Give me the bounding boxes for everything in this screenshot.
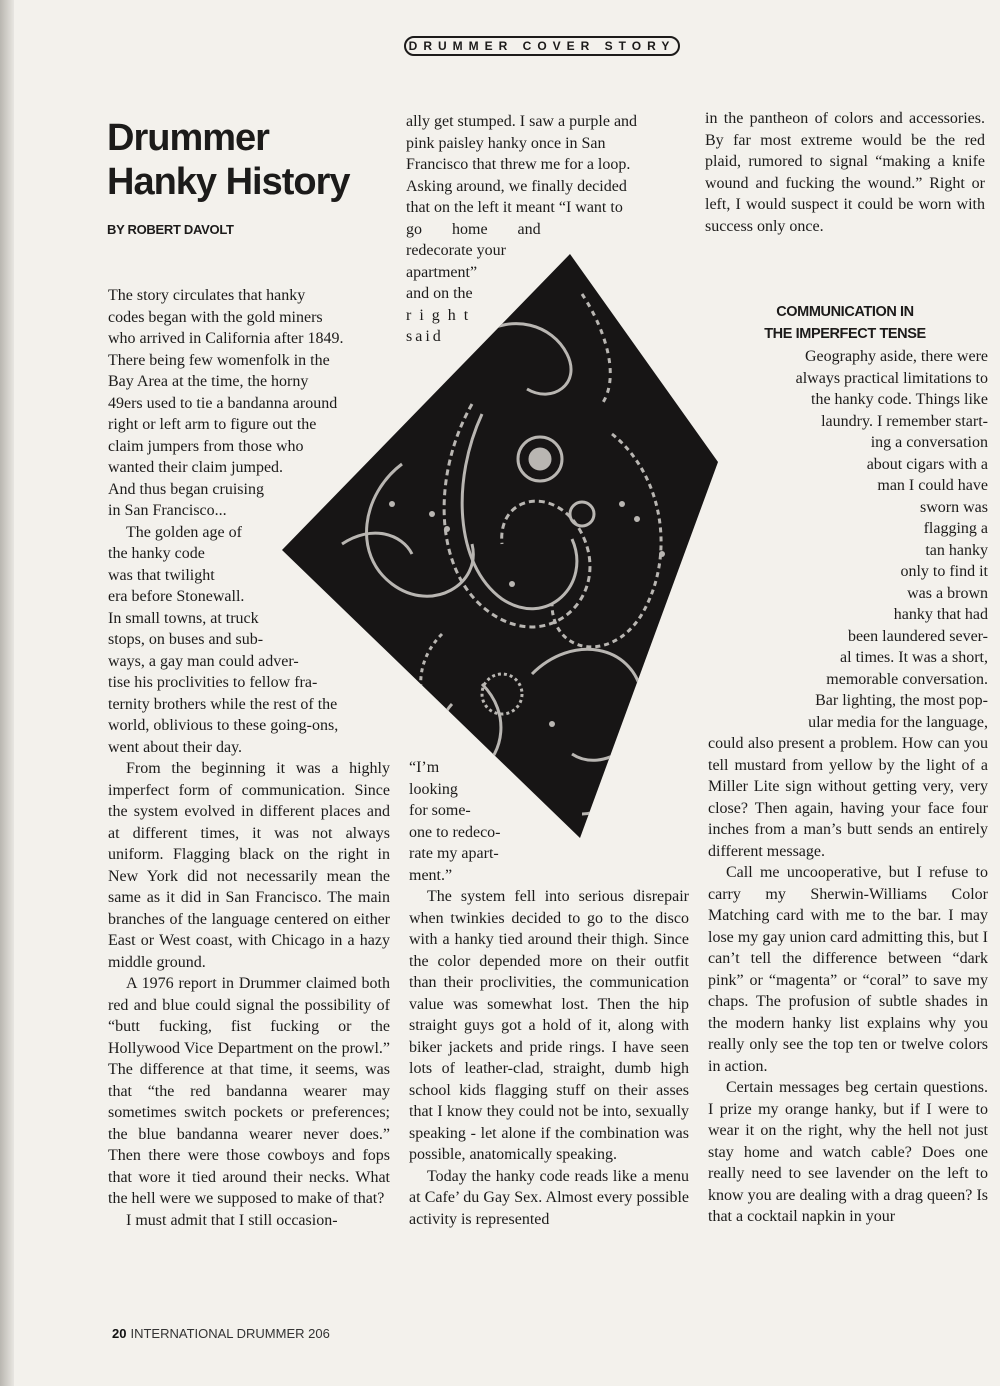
col3-line: Bar lighting, the most pop- — [815, 692, 988, 709]
col2-line: ally get stumped. I saw a purple and — [406, 113, 638, 130]
col2-line: apartment” — [406, 263, 478, 281]
article-title — [107, 116, 387, 204]
col3-line: been laundered sever- — [847, 627, 988, 645]
col1-p1-line: The story circulates that hanky — [108, 287, 306, 304]
col2-quote-line: one to redeco- — [409, 823, 501, 841]
column-1-intro — [108, 285, 388, 758]
page-spine-shadow — [0, 0, 14, 1386]
column-3-top — [705, 108, 985, 237]
col2-quote-line: ment.” — [409, 866, 453, 884]
col1-p2-line: ternity brothers while the rest of the — [108, 695, 338, 713]
col3-line: ular media for the language, — [808, 713, 988, 731]
page-footer — [112, 1326, 330, 1341]
col3-paragraph-5: Certain messages beg certain questions. I prize my orange hanky, but if I were to wear it on the right, why the hell not just stay home and watch cable? Does one really need to see lavender on the left to know you are dealing with a drag queen? Is that a cocktail napkin in your — [708, 1079, 988, 1225]
col1-p2-line: tise his proclivities to fellow fra- — [108, 674, 318, 691]
col3-paragraph-1: in the pantheon of colors and accessories. By far most extreme would be the red plaid, rumored to signal “making a knife wound and fucking the wound.” Right or left, I would suspect it could be worn with success only once. — [705, 110, 985, 235]
title-line-1: Drummer — [107, 117, 269, 159]
title-line-2: Hanky History — [107, 161, 350, 203]
col1-p1-line: wanted their claim jumped. — [108, 459, 284, 476]
col3-line: was a brown — [907, 584, 988, 602]
col1-p1-line: There being few womenfolk in the — [108, 351, 330, 369]
col2-quote-line: “I’m — [409, 759, 440, 776]
byline: BY ROBERT DAVOLT — [107, 222, 234, 237]
col1-p1-line: claim jumpers from those who — [108, 437, 304, 455]
col1-p1-line: 49ers used to tie a bandanna around — [108, 394, 338, 412]
col1-p2-line: stops, on buses and sub- — [108, 631, 264, 648]
col1-p1-line: And thus began cruising — [108, 480, 264, 498]
col3-line: laundry. I remember start- — [821, 412, 988, 430]
col2-line: right — [406, 306, 477, 324]
column-3-wrap — [708, 346, 988, 733]
section-subhead — [740, 301, 950, 345]
col2-line: Asking around, we finally decided — [406, 177, 627, 195]
column-2-body — [409, 757, 689, 1230]
col3-paragraph-3: could also present a problem. How can you tell mustard from yellow by the light of a Miller Lite sign without getting very, very close? Then again, having your face four inches from a man’s butt sends an entirely different message. — [708, 735, 988, 860]
col3-line: flagging a — [923, 520, 988, 537]
col3-line: Geography aside, there were — [804, 348, 988, 365]
col2-line: redecorate your — [406, 242, 506, 259]
col1-p2-line: world, oblivious to these going-ons, — [108, 717, 339, 734]
section-label: DRUMMER COVER STORY — [404, 36, 680, 56]
col2-line: go home and — [406, 220, 541, 238]
col3-line: hanky that had — [893, 606, 988, 623]
col1-p2-line: era before Stonewall. — [108, 588, 245, 605]
col1-paragraph-3: From the beginning it was a highly imperfect form of communication. Since the system evolved in different places and at different times, it was not always uniform. Flagging black on the right in New York did not necessarily mean the same as it did in San Francisco. The main branches of the language centered on either East or West coast, with Chicago in a hazy middle ground. — [108, 760, 390, 971]
col2-line: that on the left it meant “I want to — [406, 199, 623, 216]
col3-line: tan hanky — [925, 541, 988, 559]
col1-p2-line: was that twilight — [108, 566, 215, 584]
col2-quote-line: looking — [409, 780, 458, 798]
col1-paragraph-4: A 1976 report in Drummer claimed both red and blue could signal the possibility of “butt fucking, fist fucking or the Hollywood Vice Department on the prowl.” The difference at that time, it seems, was that “the red bandanna wearer may sometimes switch pockets or preferences; the blue bandanna wearer never does.” Then there were those cowboys and fops that wore it tied around their necks. What the hell were we supposed to make of that? — [108, 975, 390, 1207]
page-number: 20 — [112, 1326, 127, 1341]
column-2-top — [406, 111, 686, 348]
col2-paragraph-3: Today the hanky code reads like a menu at Cafe’ du Gay Sex. Almost every possible activity is represented — [409, 1167, 689, 1228]
col2-line: said — [406, 328, 444, 345]
col3-line: always practical limitations to — [795, 369, 988, 387]
col3-line: only to find it — [900, 563, 988, 580]
col2-line: pink paisley hanky once in San — [406, 134, 606, 152]
col1-p1-line: who arrived in California after 1849. — [108, 330, 344, 347]
col1-p2-line: ways, a gay man could adver- — [108, 652, 299, 670]
subhead-line-2: THE IMPERFECT TENSE — [764, 326, 926, 342]
col1-p2-line: The golden age of — [126, 523, 242, 541]
col1-p1-line: in San Francisco... — [108, 502, 227, 519]
col1-p1-line: codes began with the gold miners — [108, 308, 323, 326]
col3-line: the hanky code. Things like — [811, 391, 988, 408]
col1-p2-line: the hanky code — [108, 545, 205, 562]
column-1-body — [108, 758, 390, 1231]
magazine-issue: INTERNATIONAL DRUMMER 206 — [130, 1326, 330, 1341]
col2-quote-line: rate my apart- — [409, 845, 499, 862]
col3-line: al times. It was a short, — [840, 649, 988, 666]
col3-paragraph-4: Call me uncooperative, but I refuse to carry my Sherwin-Williams Color Matching card with me to the bar. I may lose my gay union card admitting this, but I can’t tell the difference between “dark pink” or “magenta” or “coral” to save my chaps. The profusion of subtle shades in the modern hanky list explains why you really only see the top ten or twelve colors in action. — [708, 864, 988, 1075]
col1-p1-line: right or left arm to figure out the — [108, 416, 317, 433]
col2-paragraph-2: The system fell into serious disrepair when twinkies decided to go to the disco with a hanky tied around their thigh. Since the color depended more on their outfit than their proclivities, the communication value was somewhat lost. Then the hip straight guys got a hold of it, along with biker jackets and pride rings. I have seen lots of leather-clad, straight, dumb high school kids flagging stuff on their asses that I know they could not be into, sexually speaking - let alone if the combination was possible, anatomically speaking. — [409, 888, 689, 1163]
col3-line: about cigars with a — [866, 455, 988, 473]
col2-quote-line: for some- — [409, 802, 471, 819]
col3-line: memorable conversation. — [826, 670, 988, 688]
col3-line: man I could have — [877, 477, 988, 494]
col3-line: ing a conversation — [870, 434, 988, 451]
subhead-line-1: COMMUNICATION IN — [776, 304, 914, 320]
col3-line: sworn was — [920, 498, 988, 516]
column-3-body — [708, 733, 988, 1228]
col1-paragraph-5: I must admit that I still occasion- — [126, 1211, 338, 1229]
col2-line: and on the — [406, 285, 473, 302]
col1-p1-line: Bay Area at the time, the horny — [108, 373, 309, 390]
col1-p2-line: In small towns, at truck — [108, 609, 259, 627]
col2-line: Francisco that threw me for a loop. — [406, 156, 631, 173]
col1-p2-line: went about their day. — [108, 738, 243, 756]
